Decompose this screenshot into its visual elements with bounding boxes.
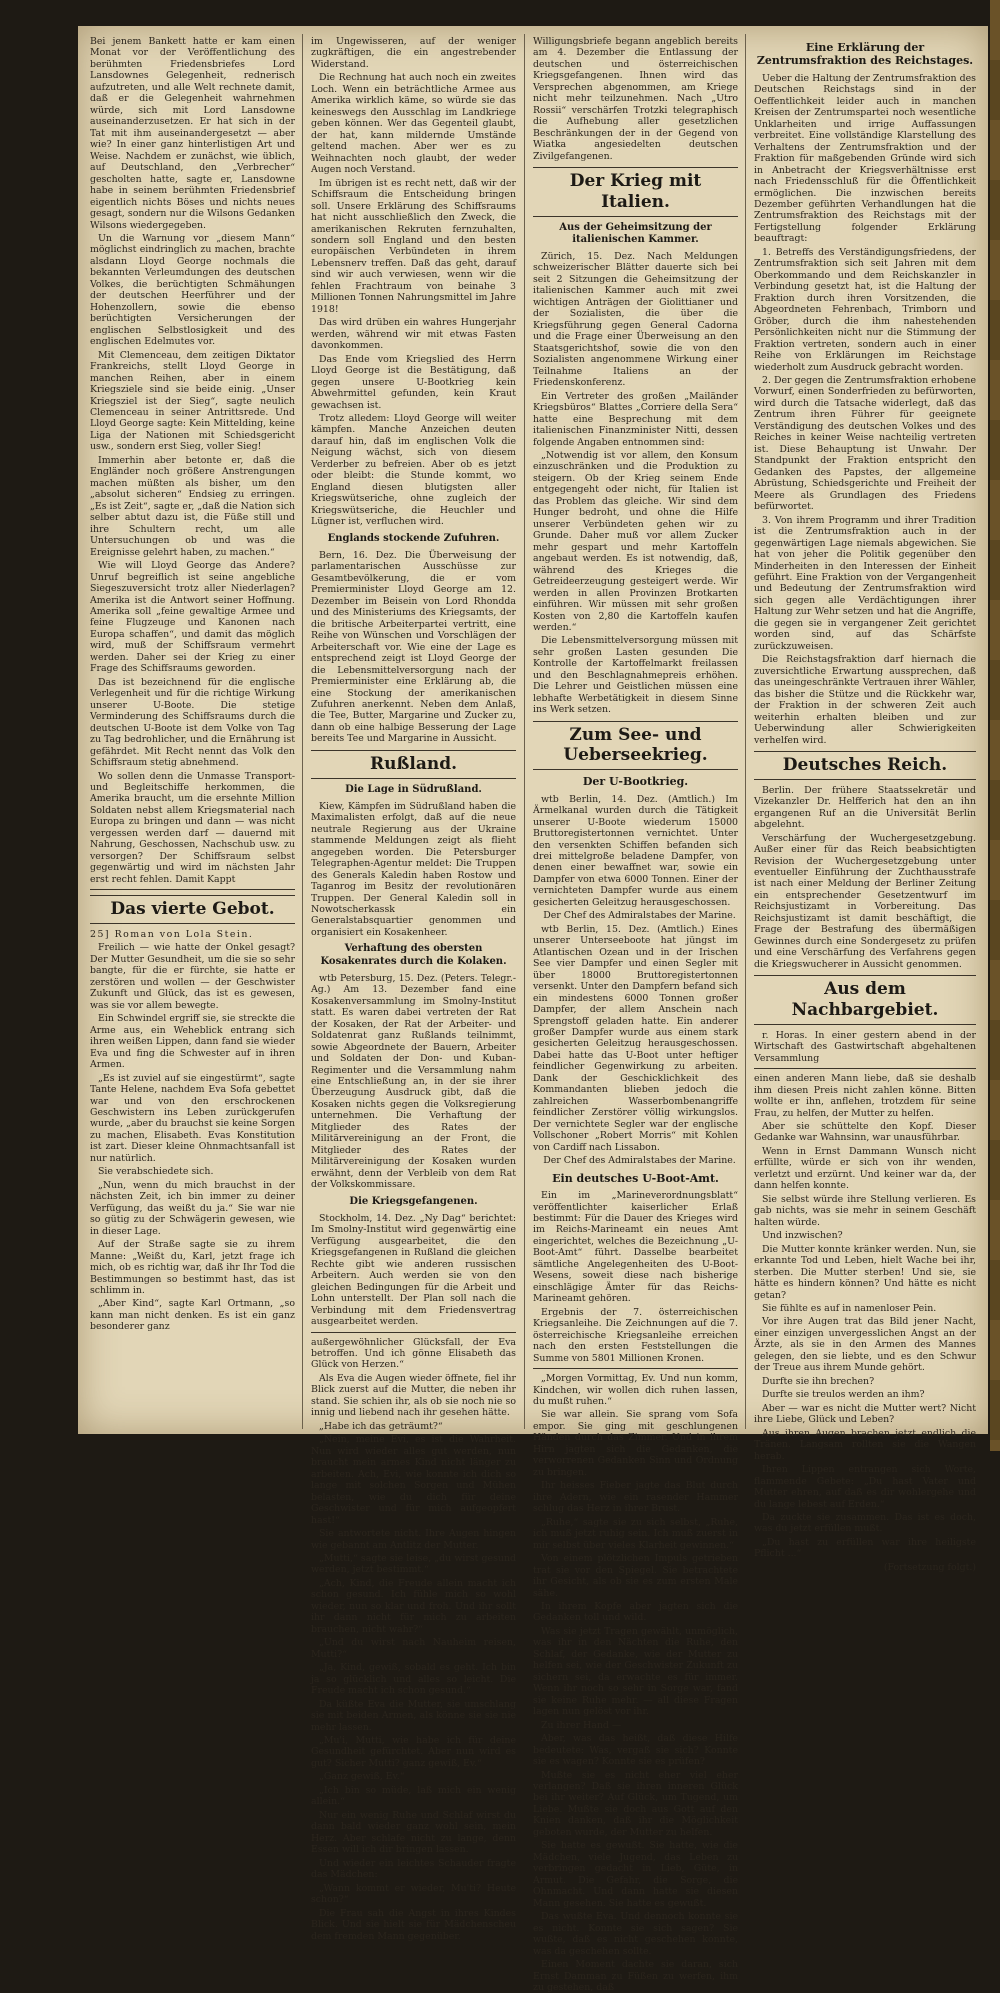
story-paragraph: Ein Schwindel ergriff sie, sie streckte die Arme aus, ein Weheblick entrang sich ihren weißen Lippen, dann fand sie wieder Eva und fing die Schwester auf in ihren Armen. bbox=[90, 1013, 295, 1071]
article-paragraph: Immerhin aber betonte er, daß die Engländer noch größere Anstrengungen machen müßten als bisher, um den „absolut sicheren“ Endsieg zu erringen. „Es ist Zeit“, sagte er, „daß die Nation sich selber abtut dazu ist, die Füße still und ihre Schultern recht, um alle Untersuchungen ob und was die Ereignisse gelehrt haben, zu machen.“ bbox=[90, 454, 295, 558]
story-paragraph: einen anderen Mann liebe, daß sie deshalb ihm diesen Preis nicht zahlen könne. Bitten wollte er ihn, anflehen, trotzdem für seine Frau, zu helfen, der Mutter zu helfen. bbox=[754, 1073, 976, 1119]
section-heading: Zum See- und Ueberseekrieg. bbox=[533, 721, 738, 770]
story-paragraph: „Mutti,“ sagte sie leise, „du wirst gesund werden, jetzt bestimmt.“ bbox=[311, 1552, 516, 1576]
column-1 bbox=[90, 36, 295, 1426]
story-paragraph: Auf der Straße sagte sie zu ihrem Manne: „Weißt du, Karl, jetzt frage ich mich, ob es richtig war, daß ihr Ihr Tod die Bestimmungen so bestimmt hast, das ist schlimm in. bbox=[90, 1239, 295, 1297]
story-paragraph: Das wußte Eva. Und dennoch konnte sie es nicht. Konnte sie sich sagen? Sie wußte, daß es nicht geschehen konnte, was da geschehen sollte. bbox=[533, 1911, 738, 1957]
story-paragraph: Sie antwortete nicht. Ihre Augen hingen wie gebannt am Antlitz der Mutter. bbox=[311, 1528, 516, 1551]
story-paragraph: Als Eva die Augen wieder öffnete, fiel ihr Blick zuerst auf die Mutter, die neben ihr stand. Sie schien ihr, als ob sie noch nie so innig und liebend nach ihr gesehen hätte. bbox=[311, 1372, 516, 1419]
article-paragraph: Kiew, Kämpfen im Südrußland haben die Maximalisten erfolgt, daß auf die neue neutrale Regierung aus der Ukraine stammende Meldungen zeigt als flieht angegeben worden. Die Petersburger Telegraphen-Agentur meldet: Die Truppen des Generals Kaledin haben Rostow und Taganrog im Besitz der revolutionären Truppen. Der General Kaledin soll in Nowotscherkassk ein Generalstabsquartier genommen und organisiert ein Kosakenheer. bbox=[311, 800, 516, 938]
story-paragraph: „Habe ich das geträumt?“ bbox=[319, 1420, 443, 1432]
article-paragraph: Ueber die Haltung der Zentrumsfraktion des Deutschen Reichstags sind in der Oeffentlichkeit leider auch in manchen Kreisen der Zentrumspartei noch wesentliche Unklarheiten und irrige Auffassungen verbreitet. Eine vollständige Klarstellung des Verhaltens der Zentrumsfraktion und der Fraktion für maßgebenden Gründe wird sich in Anbetracht der Kriegsverhältnisse erst nach Friedensschluß für die Öffentlichkeit ermöglichen. Die inzwischen bereits Dezember geführten Verhandlungen hat die Zentrumsfraktion des Reichstags mit der Fertigstellung folgender Erklärung beauftragt: bbox=[754, 72, 976, 245]
story-paragraph: „Morgen Vormittag, Ev. Und nun komm, Kindchen, wir wollen dich ruhen lassen, du mußt ruhen.“ bbox=[533, 1373, 738, 1407]
article-subheading: Ein deutsches U-Boot-Amt. bbox=[552, 1171, 719, 1185]
article-subheading: Verhaftung des obersten Kosakenrates durch die Kolaken. bbox=[320, 943, 507, 967]
story-paragraph: Nur ein wenig Ruhe und Schlaf wirst du dann bald wieder ganz wohl sein, mein Herz. Aber schlafe nicht zu lange, denn Essen will ich dir bringen lassen. bbox=[311, 1809, 516, 1856]
story-paragraph: Zu ihrer Hand — bbox=[541, 1719, 622, 1731]
article-subheading: Die Kriegsgefangenen. bbox=[349, 1195, 478, 1207]
newspaper-page bbox=[78, 26, 988, 1993]
article-paragraph: Bei jenem Bankett hatte er kam einen Monat vor der Veröffentlichung des berühmten Friedensbriefes Lord Lansdownes Gelegenheit, rednerisch aufzutreten, und alle Welt rechnete damit, daß er die Gelegenheit wahrnehmen würde, sich mit Lord Lansdowne auseinanderzusetzen. Er hat sich in der Tat mit ihm auseinandergesetzt — aber wie? In einer ganz hinterlistigen Art und Weise. Nachdem er zunächst, wie üblich, auf Deutschland, den „Verbrecher“ gescholten hatte, sagte er, Lansdowne habe in seinem berühmten Friedensbrief eigentlich nichts Böses und nichts neues gesagt, sondern nur die Wilsons Gedanken Wilsons wiedergegeben. bbox=[90, 36, 295, 231]
serial-byline: 25] Roman von Lola Stein. bbox=[90, 928, 254, 940]
divider bbox=[90, 889, 295, 890]
section-heading: Rußland. bbox=[311, 750, 516, 779]
story-paragraph: „Ich bin so müde, laß mich ein wenig allein.“ bbox=[311, 1784, 516, 1808]
story-paragraph: Die Frau sah die Angst in ihres Kindes Blick. Und sie hielt sie für Mädchenscheu dem fremden Mann gegenüber. bbox=[311, 1907, 516, 1942]
column-rule bbox=[745, 34, 746, 1429]
article-subheading: Der U-Bootkrieg. bbox=[582, 775, 689, 789]
article-paragraph: Das ist bezeichnend für die englische Verlegenheit und für die richtige Wirkung unserer U-Boote. Die stetige Verminderung des Schiffsraums durch die deutschen U-Boote ist dem Volke von Tag zu Tag bedrohlicher, und die Ernährung ist gefährdet. Mit Recht nennt das Volk den Schiffsraum stetig abnehmend. bbox=[90, 676, 295, 769]
story-paragraph: Sie fühlte es auf in namenloser Pein. bbox=[762, 1303, 937, 1315]
article-paragraph: Mit Clemenceau, dem zeitigen Diktator Frankreichs, stellt Lloyd George in manchen Reihen, aber in einem Kriegsziele sind sie beide einig. „Unser Kriegsziel ist der Sieg“, sagte neulich Clemenceau in seiner Antrittsrede. Und Lloyd George sagte: Kein Mittelding, keine Liga der Nationen mit Schiedsgericht usw., sondern erst Sieg, voller Sieg! bbox=[90, 349, 295, 453]
story-paragraph: Einen Moment dachte sie daran, sich Ernst Damman zu Füßen zu werfen, ihm zu gestehen, daß bbox=[533, 1959, 738, 1993]
article-paragraph: im Ungewisseren, auf der weniger zugkräftigen, die ein angestrebender Widerstand. bbox=[311, 36, 516, 70]
article-paragraph: Wo sollen denn die Unmasse Transport- und Begleitschiffe herkommen, die Amerika braucht, um die ersehnte Million Soldaten nebst allem Kriegsmaterial nach Europa zu bringen und dann — was nicht vergessen werden darf — dauernd mit Nahrung, Geschossen, Nachschub usw. zu versorgen? Der Schiffsraum selbst gegenwärtig und wird im nächsten Jahr erst recht fehlen. Damit Kappt bbox=[90, 770, 295, 885]
article-paragraph: wtb Berlin, 14. Dez. (Amtlich.) Im Ärmelkanal wurden durch die Tätigkeit unserer U-Boote wiederum 15000 Bruttoregistertonnen vernichtet. Unter den versenkten Schiffen befanden sich drei mittelgroße beladene Dampfer, von denen einer bewaffnet war, sowie ein Dampfer von etwa 6000 Tonnen. Einer der vernichteten Dampfer wurde aus einem gesicherten Geleitzug herausgeschossen. bbox=[533, 793, 738, 908]
article-paragraph: Die Rechnung hat auch noch ein zweites Loch. Wenn ein beträchtliche Armee aus Amerika wirklich käme, so würde sie das keineswegs den Ausschlag im Landkriege geben können. Wer das Gegenteil glaubt, der hat, kann mildernde Umstände geltend machen. Aber wer es zu Weihnachten noch glaubt, der weder Augen noch Verstand. bbox=[311, 72, 516, 176]
story-paragraph: Ihren Lippen entrangen sich Worte, flammende Gebete: „Du hast Vater und Mutter ehren, auf daß es dir wohlergehe und du lange lebest auf Erden.“ bbox=[754, 1464, 976, 1510]
article-paragraph: wtb Berlin, 15. Dez. (Amtlich.) Eines unserer Unterseeboote hat jüngst im Atlantischen Ozean und in der Irischen See vier Dampfer und einen Segler mit über 18000 Bruttoregistertonnen versenkt. Unter den Dampfern befand sich ein mindestens 6000 Tonnen großer Dampfer, der allem Anschein nach Sprengstoff geladen hatte. Ein anderer großer Dampfer wurde aus einem stark gesicherten Geleitzug herausgeschossen. Dabei hatte das U-Boot unter heftiger feindlicher Gegenwirkung zu arbeiten. Dank der Geschicklichkeit des Kommandanten blieben jedoch die zahlreichen Wasserbombenangriffe feindlicher Zerstörer völlig wirkungslos. Der vernichtete Segler war der englische Vollschoner „Robert Morris“ mit Kohlen von Cardiff nach Lissabon. bbox=[533, 923, 738, 1153]
story-paragraph: „Wann kommt er wieder, Mu'ti? Heute schon?“ bbox=[311, 1882, 516, 1906]
story-paragraph: Und wieder ein leichtes Schauder fragte das Mädchen: bbox=[311, 1857, 516, 1881]
column-rule bbox=[302, 34, 303, 1429]
story-paragraph: „Aber Kind“, sagte Karl Ortmann, „so kann man nicht denken. Es ist ein ganz besonderer ganz bbox=[90, 1298, 295, 1333]
article-paragraph: Willigungsbriefe begann angeblich bereits am 4. Dezember die Entlassung der deutschen und österreichischen Kriegsgefangenen. Ihnen wird das Versprechen abgenommen, am Kriege nicht mehr teilzunehmen. Nach „Utro Rossii“ verschärfen Trotzki telegraphisch die Aufhebung aller gesetzlichen Beschränkungen der in der Gegend von Wiatka angesiedelten deutschen Zivilgefangenen. bbox=[533, 36, 738, 162]
story-paragraph: „Du hast zu erfüllen war ihre heiligste Pflicht ...“ bbox=[754, 1536, 976, 1560]
article-paragraph: Stockholm, 14. Dez. „Ny Dag“ berichtet: Im Smolny-Institut wird gegenwärtig eine Verfügung ausgearbeitet, die den Kriegsgefangenen in Rußland die gleichen Rechte gibt wie anderen russischen Arbeitern. Auch werden sie von den gleichen Bedingungen für die Arbeit und Lohn unterstellt. Der Plan soll nach die Verbindung mit dem Friedensvertrag ausgearbeitet werden. bbox=[311, 1212, 516, 1328]
story-paragraph: Aus ihren Augen brachen jetzt endlich die Tränen. Langsam rollten sie die Wangen herab. bbox=[754, 1427, 976, 1462]
article-paragraph: Die Lebensmittelversorgung müssen mit sehr großen Lasten gesunden Die Kontrolle der Kartoffelmarkt freilassen und den Beschlagnahmepreis erhöhen. Die Lehrer und Geistlichen müssen eine lebhafte Werbetätigkeit in diesem Sinne ins Werk setzen. bbox=[533, 635, 738, 716]
article-paragraph: 2. Der gegen die Zentrumsfraktion erhobene Vorwurf, einen Sonderfrieden zu befürworten, wird durch die Tatsache widerlegt, daß das Zentrum ihren Führer für geeignete Verständigung des deutschen Volkes und des Reiches in keiner Weise nachteilig vertreten ist. Diese Behauptung ist Unwahr. Der Standpunkt der Fraktion entspricht den Gedanken des Papstes, der allgemeine Abrüstung, Schiedsgerichte und Freiheit der Meere als Grundlagen des Friedens befürwortet. bbox=[754, 375, 976, 513]
article-paragraph: Im übrigen ist es recht nett, daß wir der Schiffsraum die Entscheidung bringen soll. Unsere Erklärung des Schiffsraums hat nicht ausschließlich den Zweck, die amerikanischen Rekruten fernzuhalten, sondern soll England und den besten europäischen Verbündeten in ihrem Lebensnerv treffen. Daß das geht, darauf sind wir auch verwiesen, wenn wir die fehlen Frachtraum von beinahe 3 Millionen Tonnen Nahrungsmittel im Jahre 1918! bbox=[311, 177, 516, 315]
story-paragraph: „Ruhe,“ sagte sie zu sich selbst, „Ruhe, ich muß jetzt ruhig sein. Ich muß zuerst in mir selbst über vieles Klarheit gewinnen.“ bbox=[533, 1516, 738, 1551]
story-paragraph: Durfte sie treulos werden an ihm? bbox=[762, 1389, 925, 1401]
article-subheading: Englands stockende Zufuhren. bbox=[327, 532, 500, 544]
article-paragraph: Un die Warnung vor „diesem Mann“ möglichst eindringlich zu machen, brachte alsdann Lloyd George nochmals die bekannten Verleumdungen des deutschen Volkes, die berüchtigten Schmähungen der deutschen Heerführer und der Hohenzollern, sowie die ebenso berüchtigten Versicherungen der englischen Selbstlosigkeit und des englischen Edelmutes vor. bbox=[90, 232, 295, 348]
story-paragraph: „Ganz gewiß, Ev.“ bbox=[319, 1771, 405, 1783]
story-paragraph: „Ja, Kind, gewiß, sobald es geht. Ich bin ja so glücklich und alles so leicht. Die Freude macht ich schon gesund.“ bbox=[311, 1662, 516, 1697]
article-paragraph: Berlin. Der frühere Staatssekretär und Vizekanzler Dr. Helfferich hat den an ihn ergangenen Ruf an die Universität Berlin abgelehnt. bbox=[754, 784, 976, 831]
story-paragraph: Und inzwischen? bbox=[762, 1230, 843, 1242]
column-2 bbox=[311, 36, 516, 1942]
signature-line: Der Chef des Admiralstabes der Marine. bbox=[543, 910, 736, 922]
divider bbox=[533, 1368, 738, 1369]
article-paragraph: „Notwendig ist vor allem, den Konsum einzuschränken und die Produktion zu steigern. Ob der Krieg seinem Ende entgegengeht oder nicht, für Italien ist das Problem das gleiche. Wir sind dem Hunger bedroht, und ohne die Hilfe unserer Verbündeten gehen wir zu Grunde. Daher muß vor allem Zucker mehr gespart und mehr Kartoffeln angebaut werden. Es ist notwendig, daß, während des Krieges die Getreideerzeugung gesteigert werde. Wir werden in allen Provinzen Brotkarten einführen. Wir müssen mit sehr großen Kosten von 2,80 die Kartoffeln kaufen werden.“ bbox=[533, 449, 738, 633]
story-paragraph: In ihrem Kopfe aber jagten sich die Gedanken toll und wild. bbox=[533, 1600, 738, 1624]
article-paragraph: Ein Vertreter des großen „Mailänder Kriegsbüros“ Blattes „Corriere della Sera“ hatte eine Besprechung mit dem italienischen Finanzminister Nitti, dessen folgende Angaben entnommen sind: bbox=[533, 390, 738, 448]
article-paragraph: Ein im „Marineverordnungsblatt“ veröffentlichter kaiserlicher Erlaß bestimmt: Für die Dauer des Krieges wird im Reichs-Marineamt ein neues Amt eingerichtet, welches die Bezeichnung „U-Boot-Amt“ führt. Dasselbe bearbeitet sämtliche Angelegenheiten des U-Boot-Wesens, soweit diese nach bisherige einschlägige Ämter für das Reichs-Marineamt gehören. bbox=[533, 1190, 738, 1305]
section-heading: Deutsches Reich. bbox=[754, 751, 976, 780]
article-subheading: Die Lage in Südrußland. bbox=[345, 783, 482, 795]
continuation-note: (Fortsetzung folgt.) bbox=[883, 1561, 976, 1573]
story-paragraph: Sie hatte es gewußt. Sie hatte, wie die Mädchen, viele Jugend, das Leben zu verbringen gedacht in Lieb, Güte, in Armut. Die Gefahr, die Sorge, die Ohnmacht. Und dann hatte sie diesen Mann gesehen. Sie hatte es gewußt. bbox=[533, 1840, 738, 1909]
column-4 bbox=[754, 36, 976, 1573]
story-paragraph: Sie war allein. Sie sprang vom Sofa empor. Sie ging mit geschlungenen Händen durch das Zimmer. Und in ihrem Hirn jagten sich die Gedanken, die verworrenen Gedanken Sinn und Ordnung zu bringen. bbox=[533, 1409, 738, 1478]
story-paragraph: Aber, was das heißt, daß diese Hilfe bedeutete: Was, vergaß sie sich? Konnte sie es wagen? Konnte sie es prüfen? bbox=[533, 1733, 738, 1768]
story-paragraph: außergewöhnlicher Glücksfall, der Eva betroffen. Und ich gönne Elisabeth das Glück von Herzen.“ bbox=[311, 1336, 516, 1371]
story-paragraph: Ihr heisses Fieber jagte das Blut durch ihre Adern, wie ein rasender Hammer schlug das Herz in ihrer Brust. bbox=[533, 1480, 738, 1515]
story-paragraph: Aber sie schüttelte den Kopf. Dieser Gedanke war Wahnsinn, war unausführbar. bbox=[754, 1120, 976, 1144]
binding-edge bbox=[990, 0, 1000, 1451]
story-paragraph: „Nun, wenn du mich brauchst in der nächsten Zeit, ich bin immer zu deiner Verfügung, das weißt du ja.“ Sie war nie so gütig zu der Schwägerin gewesen, wie in dieser Lage. bbox=[90, 1179, 295, 1237]
story-paragraph: Sie selbst würde ihre Stellung verlieren. Es gab nichts, was sie mehr in seinem Geschäft halten würde. bbox=[754, 1193, 976, 1228]
story-paragraph: Sie verabschiedete sich. bbox=[98, 1166, 214, 1178]
story-paragraph: „Ach, Kind, die Freude allein macht ich schon gesund. Ich fühle mich so wohl wieder, nun so klar und froh. Und ihr sollt ihr dann nicht für mich zu arbeiten brauchen, nicht wahr?“ bbox=[311, 1577, 516, 1635]
serial-story-title: Das vierte Gebot. bbox=[90, 895, 295, 924]
article-paragraph: wtb Petersburg, 15. Dez. (Peters. Telegr.-Ag.) Am 13. Dezember fand eine Kosakenversammlung im Smolny-Institut statt. Es waren dabei vertreten der Rat der Kosaken, der Rat der Arbeiter- und Soldatenrat ganz Rußlands teilnimmt, sowie Abgeordnete der Bauern, Arbeiter und Soldaten der Don- und Kuban-Regimenter und die Versammlung nahm eine Entschließung an, in der sie ihrer Überzeugung Ausdruck gibt, daß die Kosaken nichts gegen die Volksregierung unternehmen. Die Verhaftung der Mitglieder des Rates der Militärvereinigung an der Front, die Mitglieder des Rates der Militärvereinigung der Kosaken wurden erwähnt, denn der Verbleib von dem Rat der Volkskommissare. bbox=[311, 972, 516, 1191]
story-paragraph: Wenn in Ernst Dammann Wunsch nicht erfüllte, würde er sich von ihr wenden, verletzt und erzürnt. Und keiner war da, der dann helfen konnte. bbox=[754, 1145, 976, 1192]
article-subheading: Aus der Geheimsitzung der italienischen Kammer. bbox=[559, 221, 712, 245]
article-paragraph: Das Ende vom Kriegslied des Herrn Lloyd George ist die Bestätigung, daß gegen unsere U-Bootkrieg kein Abwehrmittel gefunden, kein Kraut gewachsen ist. bbox=[311, 353, 516, 411]
story-paragraph: Freilich — wie hatte der Onkel gesagt? Der Mutter Gesundheit, um die sie so sehr bangte, für die er fürchte, sie hatte er zerstören und wollen — der Geschwister Zukunft und Glück, das ist es gewesen, was sie vor allem bewegte. bbox=[90, 942, 295, 1011]
story-paragraph: Die Mutter konnte kränker werden. Nun, sie erkannte Tod und Leben, hielt Wache bei ihr, sterben. Die Mutter sterben! Und sie, sie hätte es hindern können? Und hätte es nicht getan? bbox=[754, 1243, 976, 1301]
story-paragraph: „Nein, meine Evi, es ist die Wahrheit. Nun wird wieder alles gut werden, nun braucht mein armes Kind nicht länger zu arbeiten. Ach, Evi, wie konnte ich dich so lange mit solchen Sorgen und Mühen belasten, wie du dich für deine Geschwister und für mich aufgeopfert hast!“ bbox=[311, 1434, 516, 1526]
section-heading: Aus dem Nachbargebiet. bbox=[754, 975, 976, 1024]
article-paragraph: 3. Von ihrem Programm und ihrer Tradition ist die Zentrumsfraktion auch in der gegenwärtigen Lage niemals abgewichen. Sie hat von jeher die Politik gegenüber den Minderheiten in den Interessen der Einheit geführt. Eine Fraktion von der Vergangenheit und Bedeutung der Zentrumsfraktion wird sich gegen alle Verdächtigungen ihrer Haltung zur Wehr setzen und hat die Angriffe, die gegen sie in vergangener Zeit gerichtet worden sind, auf das Schärfste zurückzuweisen. bbox=[754, 514, 976, 652]
article-paragraph: Zürich, 15. Dez. Nach Meldungen schweizerischer Blätter dauerte sich bei seit 2 Sitzungen die Geheimsitzung der italienischen Kammer auch mit zwei wichtigen Anträgen der Giolittianer und der Sozialisten, die über die Kriegsführung gegen General Cadorna und die Frage einer Überweisung an den Staatsgerichtshof, sowie die von den Sozialisten angenommene Wirkung einer Teilnahme Italiens an der Friedenskonferenz. bbox=[533, 251, 738, 389]
section-heading: Der Krieg mit Italien. bbox=[533, 167, 738, 216]
article-paragraph: Verschärfung der Wuchergesetzgebung. Außer einer für das Reich beabsichtigten Revision der Wuchergesetzgebung unter eventueller Einführung der Zuchthausstrafe ist nach einer Meldung der Berliner Zeitung ein entsprechender Gesetzentwurf im Reichsjustizamt in Vorbereitung. Das Reichsjustizamt ist damit beschäftigt, die Frage der Bestrafung des übermäßigen Gewinnes durch eine Sondergesetz zu prüfen und eine Verschärfung des Verfahrens gegen die Kriegswucherer in Aussicht genommen. bbox=[754, 832, 976, 970]
story-paragraph: „Es ist zuviel auf sie eingestürmt“, sagte Tante Helene, nachdem Eva Sofa gebettet war und von den erschrockenen Geschwistern ins Leben zurückgerufen wurde, „aber du brauchst sie keine Sorgen zu machen, Elisabeth. Evas Konstitution ist zart. Dieser kleine Ohnmachtsanfall ist nur natürlich. bbox=[90, 1072, 295, 1164]
article-paragraph: Bern, 16. Dez. Die Überweisung der parlamentarischen Ausschüsse zur Gesamtbevölkerung, die er vom Premierminister Lloyd George am 12. Dezember im Beisein von Lord Rhondda und des Ministeriums des Kriegsamts, der die britische Arbeiterpartei vertritt, eine Reihe von Wünschen und Vorschlägen der Arbeiterschaft vor. Wie eine der Lage es entsprechend zeigt ist Lloyd George der die Lebensmittelversorgung nach der Premierminister eine Erklärung ab, die eine Stockung der amerikanischen Zufuhren anerkennt. Neben dem Anlaß, die Tee, Butter, Margarine und Zucker zu, dann ob eine halbige Besserung der Lage bereits Tee und Margarine in Aussicht. bbox=[311, 549, 516, 745]
article-paragraph: Trotz alledem: Lloyd George will weiter kämpfen. Manche Anzeichen deuten darauf hin, daß im englischen Volk die Neigung wächst, sich von diesem Verderber zu befreien. Aber ob es jetzt oder bleibt: die Stunde kommt, wo England diesen blutigsten aller Kriegswütseriche, ohne zugleich der Kriegswütseriche, die Heuchler und Lügner ist, verfluchen wird. bbox=[311, 413, 516, 528]
story-paragraph: Was sie jetzt Tragen gewählt, unmöglich, was ihr in den Nächten die Ruhe, den Schlaf, der Gedanke, wie der Mutter zu helfen sei, wie der Geschwister Zukunft zu sichern sei, da erwachte es für immer. Wenn ihr noch so sehr in Sorge war, fand sie keine Ruhe mehr. — all diese Fragen lagen nun gelöst vor ihr. bbox=[533, 1625, 738, 1718]
article-paragraph: Die Reichstagsfraktion darf hiernach die zuversichtliche Erwartung aussprechen, daß das uneingeschränkte Vertrauen ihrer Wähler, das bisher die Stütze und die Rückkehr war, der Fraktion in der schweren Zeit auch weiterhin erhalten bleiben und zur Ueberwindung aller Schwierigkeiten verhelfen wird. bbox=[754, 654, 976, 746]
divider bbox=[311, 1332, 516, 1333]
article-paragraph: Ergebnis der 7. österreichischen Kriegsanleihe. Die Zeichnungen auf die 7. österreichische Kriegsanleihe erreichen nach den ersten Feststellungen die Summe von 5801 Millionen Kronen. bbox=[533, 1306, 738, 1364]
story-paragraph: Vor ihre Augen trat das Bild jener Nacht, einer einzigen unvergesslichen Angst an der Ärzte, als sie in den Armen des Mannes gelegen, den sie liebte, und es den Schwur der Treue aus ihrem Munde gehört. bbox=[754, 1316, 976, 1374]
divider bbox=[754, 1068, 976, 1069]
article-paragraph: Das wird drüben ein wahres Hungerjahr werden, während wir mit etwas Fasten davonkommen. bbox=[311, 317, 516, 352]
story-paragraph: Mußte sie es nicht eher viel eher verlangen? Daß sie ihren inneren Glück bei ihr weiter? Auf Glück, um Tugend, um Liebe. Mußte sie doch aus Gott auf den Knien danken, daß ihr die Möglichkeit geboten wurde, der Mutter zu helfen. bbox=[533, 1769, 738, 1838]
article-paragraph: r. Horas. In einer gestern abend in der Wirtschaft des Gastwirtschaft abgehaltenen Versammlung bbox=[754, 1029, 976, 1064]
column-rule bbox=[524, 34, 525, 1429]
story-paragraph: „Mu'i, Mutti, wie habe ich für deine Gesundheit gefürchtet. Aber nun wird es gut? Sicher Mutti? ganz gewiß, Ev.“ bbox=[311, 1735, 516, 1769]
story-paragraph: Durfte sie ihn brechen? bbox=[762, 1375, 875, 1387]
story-paragraph: Von einem plötzlichen Impuls getrieben trat sie vor den Spiegel. Sie betrachtete ihr Gesicht, als ob sie es zum ersten Male sähe. bbox=[533, 1553, 738, 1599]
story-paragraph: Da küßte Eva die Mutter, sie umschlang sie mit beiden Armen, als könne sie sie nie mehr lassen. bbox=[311, 1698, 516, 1733]
article-paragraph: Wie will Lloyd George das Andere? Unruf begreiflich ist seine angebliche Siegeszuversicht trotz aller Niederlagen? Amerika ist die Antwort seiner Hoffnung. Amerika soll „feine gewaltige Armee und feine Flugzeuge und Kanonen nach Europa schaffen“, und damit das möglich wird, muß der Schiffsraum vermehrt werden. Daher sei der Krieg zu einer Frage des Schiffsraums geworden. bbox=[90, 560, 295, 675]
story-paragraph: „Und du wirst nach Nauheim reisen, Mutti?“ bbox=[311, 1637, 516, 1660]
signature-line: Der Chef des Admiralstabes der Marine. bbox=[543, 1155, 736, 1167]
article-paragraph: 1. Betreffs des Verständigungsfriedens, der Zentrumsfraktion sich seit Jahren mit dem Oberkommando und dem Reichskanzler in Verbindung gesetzt hat, ist die Haltung der Fraktion durch ihren Vorsitzenden, die Abgeordneten Fehrenbach, Trimborn und Gröber, durch die ihm nahestehenden Persönlichkeiten nicht nur die Stimmung der Fraktion vertreten, sondern auch in einer Reihe von Erklärungen im Reichstage wiederholt zum Ausdruck gebracht worden. bbox=[754, 246, 976, 373]
story-paragraph: Da zuckte sie zusammen. Das ist es doch, was du jetzt erfüllen mußt. bbox=[754, 1511, 976, 1535]
story-paragraph: Aber — war es nicht die Mutter wert? Nicht ihre Liebe, Glück und Leben? bbox=[754, 1402, 976, 1426]
article-heading: Eine Erklärung der Zentrumsfraktion des Reichstages. bbox=[756, 41, 974, 68]
column-3 bbox=[533, 36, 738, 1993]
